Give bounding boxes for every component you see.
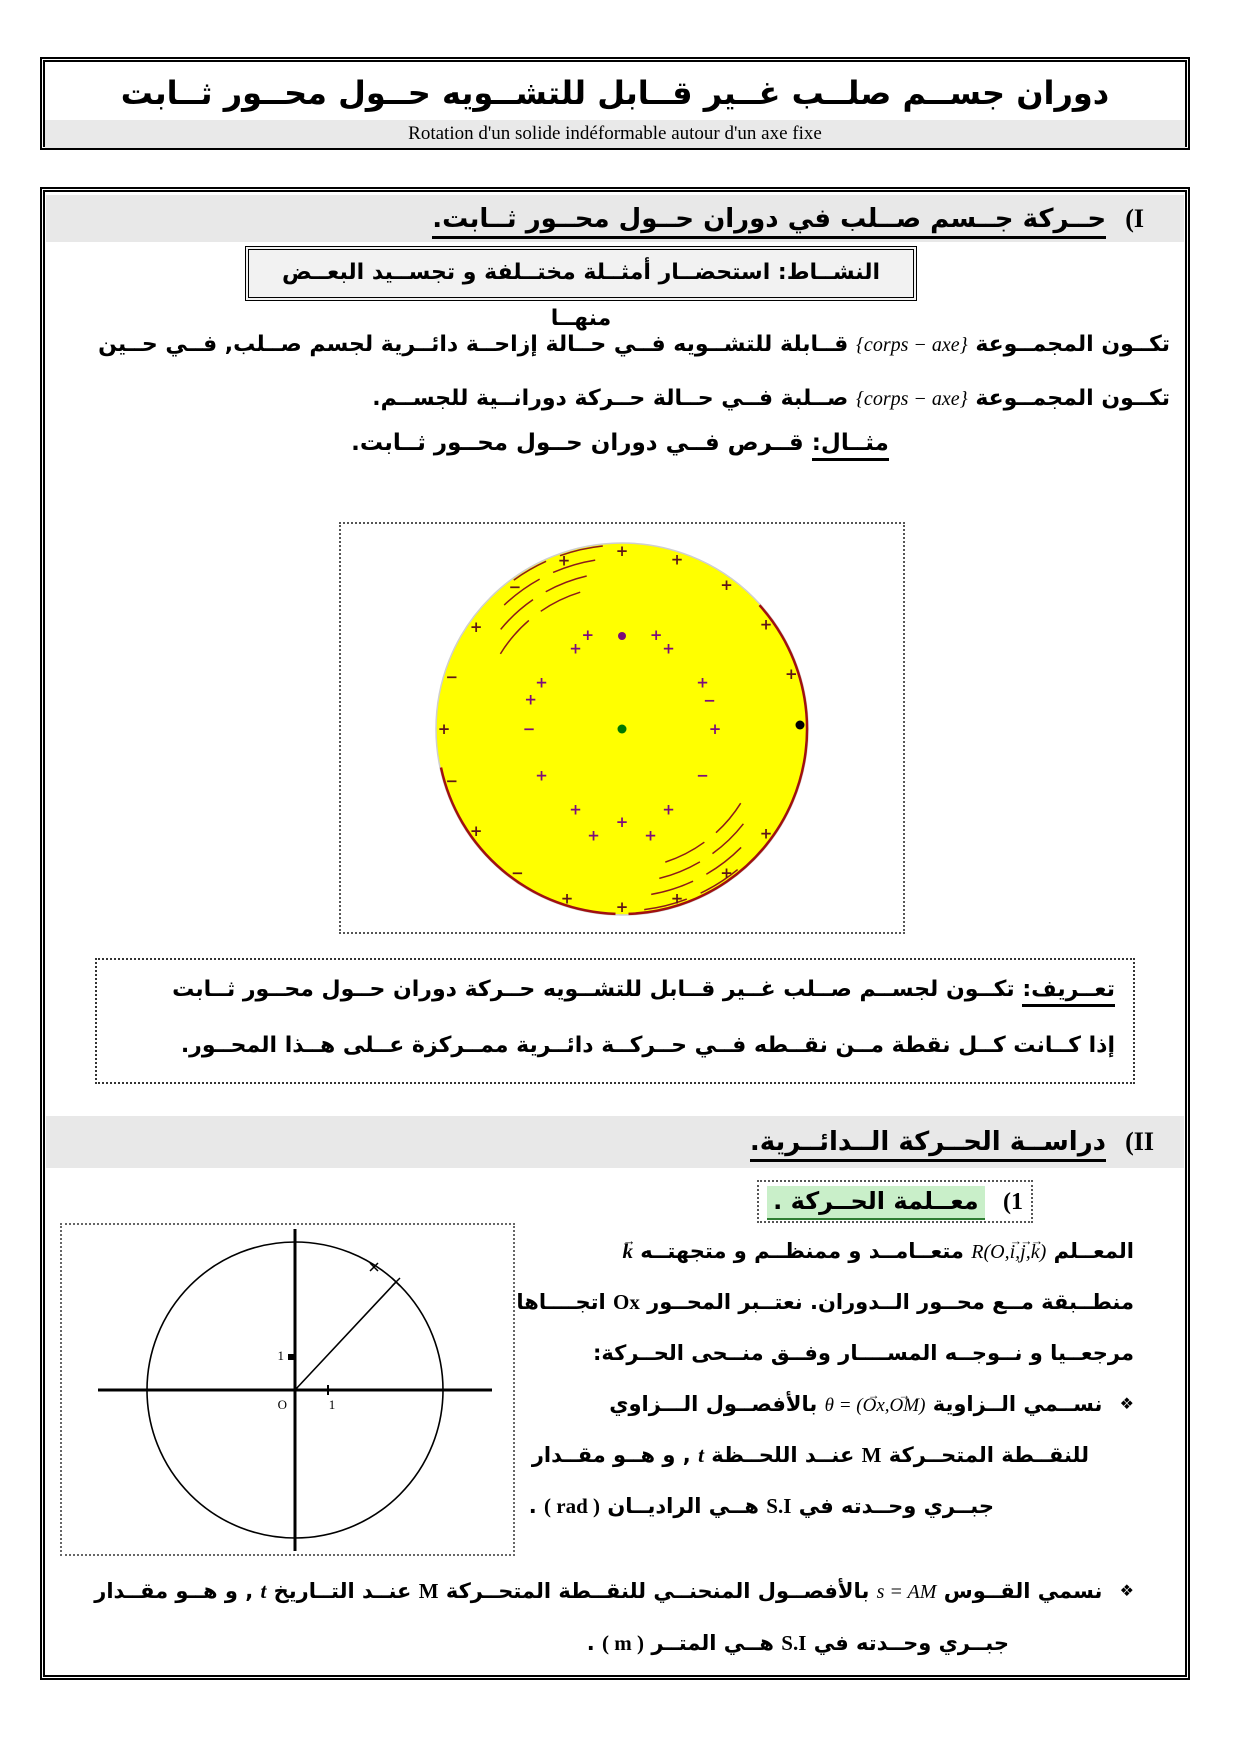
disc-marker-dot (618, 725, 627, 734)
point-m-label: M (861, 1443, 882, 1467)
definition-line-2: إذا كــانت كــل نقطة مــن نقــطه فــي حــركــة دائــرية ممــركزة عــلى هــذا المحــور. (180, 1033, 1115, 1058)
corps-axe-formula-2: {corps − axe} (855, 388, 968, 410)
corps-axe-formula: {corps − axe} (855, 334, 968, 356)
i-vector: i → (1010, 1227, 1016, 1278)
k-vector: k → (1031, 1227, 1040, 1278)
disc-inner-mark: + (615, 813, 629, 831)
circle-diagram (62, 1225, 513, 1554)
example-line (70, 430, 1170, 456)
theta-comma: , (884, 1395, 890, 1416)
point-m-cross (392, 1278, 400, 1286)
section-2-heading (46, 1116, 1184, 1168)
bullet-2-period: . (586, 1631, 595, 1655)
subsection-1-title: معــلمة الحــركة . (767, 1186, 984, 1220)
paragraph-text-a: تكــون المجمــوعة (975, 332, 1170, 357)
bullet-2-text-d: , و هــو مقــدار (94, 1579, 254, 1603)
theta-formula (825, 1395, 926, 1416)
disc-outer-mark: + (560, 889, 574, 908)
y-unit-label: 1 (277, 1348, 284, 1363)
point-m-label-2: M (418, 1579, 439, 1603)
disc-outer-mark: + (759, 824, 773, 843)
disc-outer-mark: + (469, 617, 483, 636)
theta-equals: = ( (833, 1395, 863, 1416)
document-title-french: Rotation d'un solide indéformable autour d'un axe fixe (45, 120, 1185, 148)
disc-outer-mark: + (615, 898, 629, 916)
intro-paragraph-line-1 (70, 318, 1170, 372)
si-unit-system: S.I (766, 1494, 792, 1518)
subsection-1-numeral: (1 (1003, 1189, 1023, 1215)
disc-outer-mark: − (508, 577, 522, 596)
definition-label: تعــريف: (1022, 977, 1115, 1007)
intro-paragraph-line-2 (70, 372, 1170, 426)
disc-inner-mark: + (569, 639, 582, 658)
section-1-title: حــركة جــسم صــلب في دوران حــول محــور ثــابت. (432, 204, 1106, 239)
disc-outer-mark: + (720, 576, 733, 594)
disc-inner-mark: + (581, 626, 595, 644)
origin-label: O (277, 1397, 287, 1412)
theta-symbol: θ (824, 1395, 834, 1416)
bullet-2-text-b: بالأفصــول المنحنــي للنقــطة المتحــركة (445, 1579, 870, 1603)
bullet-1-text-a: نســمي الــزاوية (932, 1392, 1103, 1416)
bullet-2-block (62, 1566, 1134, 1668)
arc-formula: s = AM (876, 1581, 937, 1603)
bullet-1-period: . (528, 1494, 537, 1518)
document-title-arabic: دوران جســم صلــب غــير قــابل للتشــويه حــول محــور ثــابت (120, 74, 1110, 112)
disc-outer-mark: + (759, 615, 773, 634)
disc-outer-mark: + (785, 665, 798, 683)
subsection-1-heading (757, 1180, 1033, 1223)
disc-outer-mark: − (445, 772, 459, 790)
paragraph-text-c: تكــون المجمــوعة (975, 386, 1170, 411)
bullet-2-text-e: جبــري وحــدته في (813, 1631, 1009, 1655)
x-unit-label: 1 (328, 1397, 336, 1412)
bullet-1-text-g: هــي الراديــان (607, 1494, 759, 1518)
disc-marker-dot (618, 632, 626, 640)
frame-comma-1: , (1015, 1241, 1021, 1263)
theta-close: ) (919, 1395, 926, 1416)
disc-outer-mark: + (437, 720, 451, 738)
activity-box (245, 246, 917, 331)
body-text-orientation: مرجعــيا و نــوجــه المســــار وفــق منــحى الحــركة: (592, 1341, 1134, 1365)
disc-inner-mark: + (662, 639, 675, 658)
disc-marker-dot (796, 721, 805, 730)
body-text-axis-b: اتجــــاها (516, 1290, 606, 1314)
om-vector: OM → (890, 1380, 920, 1431)
frame-formula-close: ) (1039, 1241, 1047, 1263)
intro-paragraph (70, 318, 1170, 426)
disc-outer-mark: + (615, 542, 629, 560)
example-label: مثــال: (812, 430, 889, 461)
disc-outer-mark: − (445, 668, 459, 686)
disc-inner-mark: + (587, 826, 600, 845)
document-header (40, 57, 1190, 150)
bullet-2-text-a: نسمي القــوس (943, 1579, 1103, 1603)
disc-outer-mark: + (557, 551, 571, 570)
section-2-body (516, 1226, 1134, 1532)
bullet-2-text-c: عنــد التــاريخ (273, 1579, 412, 1603)
unit-tick-y (288, 1354, 295, 1360)
disc-inner-mark: + (696, 673, 709, 692)
disc-inner-mark: + (662, 800, 675, 819)
disc-outer-mark: + (469, 822, 483, 841)
disc-inner-mark: + (535, 766, 548, 785)
si-unit-system-2: S.I (781, 1631, 807, 1655)
body-line-3 (528, 1328, 1134, 1379)
diamond-bullet-icon: ❖ (1119, 1394, 1134, 1413)
frame-formula (971, 1241, 1046, 1263)
rotating-disc-figure (339, 522, 905, 934)
body-line-2 (516, 1277, 1134, 1328)
disc-inner-mark: + (535, 673, 548, 692)
section-1-numeral: (I (1125, 204, 1144, 233)
disc-outer-mark: + (720, 864, 733, 882)
frame-formula-pre: R(O, (971, 1241, 1010, 1263)
disc-outer-mark: + (670, 550, 684, 569)
diamond-bullet-icon-2: ❖ (1119, 1581, 1134, 1600)
circle-frame-figure (60, 1223, 515, 1556)
disc-inner-mark: + (524, 690, 537, 709)
disc-inner-mark: + (644, 826, 657, 845)
body-text-axis-a: منطــبقة مــع محــور الــدوران. نعتــبر المحــور (647, 1290, 1134, 1314)
bullet-1-text-f: جبــري وحــدته في (798, 1494, 994, 1518)
bullet-2-text-f: هــي المتــر (651, 1631, 774, 1655)
paragraph-text-b: قــابلة للتشــويه فــي حــالة إزاحــة دائــرية لجسم صــلب, فــي حــين (98, 332, 849, 357)
disc-outer-mark: + (670, 889, 684, 908)
metre-unit: ( m ) (602, 1631, 645, 1655)
section-2-numeral: (II (1125, 1127, 1154, 1156)
ox-axis-label: Ox (613, 1290, 640, 1314)
disc-inner-mark: − (696, 766, 709, 785)
body-text-frame-b: متعــامــد و ممنظــم و متجهتــه (640, 1239, 964, 1263)
bullet-1-text-d: عنــد اللحــظة (711, 1443, 855, 1467)
disc-inner-mark: − (522, 720, 536, 738)
bullet-1-line-1 (528, 1379, 1134, 1430)
bullet-1-line-3 (528, 1481, 1134, 1532)
section-1-heading (46, 195, 1184, 242)
section-2-title: دراســة الحــركة الــدائــرية. (750, 1127, 1106, 1162)
definition-box (95, 958, 1135, 1084)
body-text-frame-a: المعــلم (1053, 1239, 1134, 1263)
disc-illustration (341, 524, 903, 932)
disc-inner-mark: + (569, 800, 582, 819)
time-t-label: t (698, 1443, 704, 1467)
bullet-1-text-e: , و هــو مقــدار (531, 1443, 691, 1467)
disc-inner-mark: + (649, 626, 663, 644)
bullet-1-text-b: بالأفصــول الـــزاوي (609, 1392, 818, 1416)
bullet-2-line-1 (62, 1566, 1134, 1618)
definition-line-1: تكــون لجســم صــلب غــير قــابل للتشــويه حــركة دوران حــول محــور ثــابت (172, 977, 1015, 1002)
disc-inner-mark: + (708, 720, 722, 738)
bullet-2-line-2 (62, 1618, 1134, 1668)
disc-outer-mark: − (511, 864, 524, 882)
j-vector: j → (1020, 1227, 1026, 1278)
radius-line (295, 1282, 396, 1390)
bullet-1-line-2 (528, 1430, 1134, 1481)
bullet-1-text-c: للنقــطة المتحــركة (888, 1443, 1089, 1467)
radian-unit: ( rad ) (544, 1494, 600, 1518)
body-line-1 (528, 1226, 1134, 1277)
ox-vector: Ox → (863, 1380, 885, 1431)
time-t-label-2: t (260, 1579, 267, 1603)
frame-comma-2: , (1025, 1241, 1031, 1263)
disc-inner-mark: − (703, 691, 716, 710)
activity-text: استحضــار أمثــلة مختــلفة و تجســيد البعــض منهــا (281, 260, 771, 331)
activity-label: النشــاط: (777, 260, 881, 285)
paragraph-text-d: صــلبة فــي حــالة حــركة دورانــية للجســم. (372, 386, 849, 411)
example-text: قــرص فــي دوران حــول محــور ثــابت. (351, 430, 804, 456)
k-vector-standalone: k → (622, 1226, 633, 1277)
